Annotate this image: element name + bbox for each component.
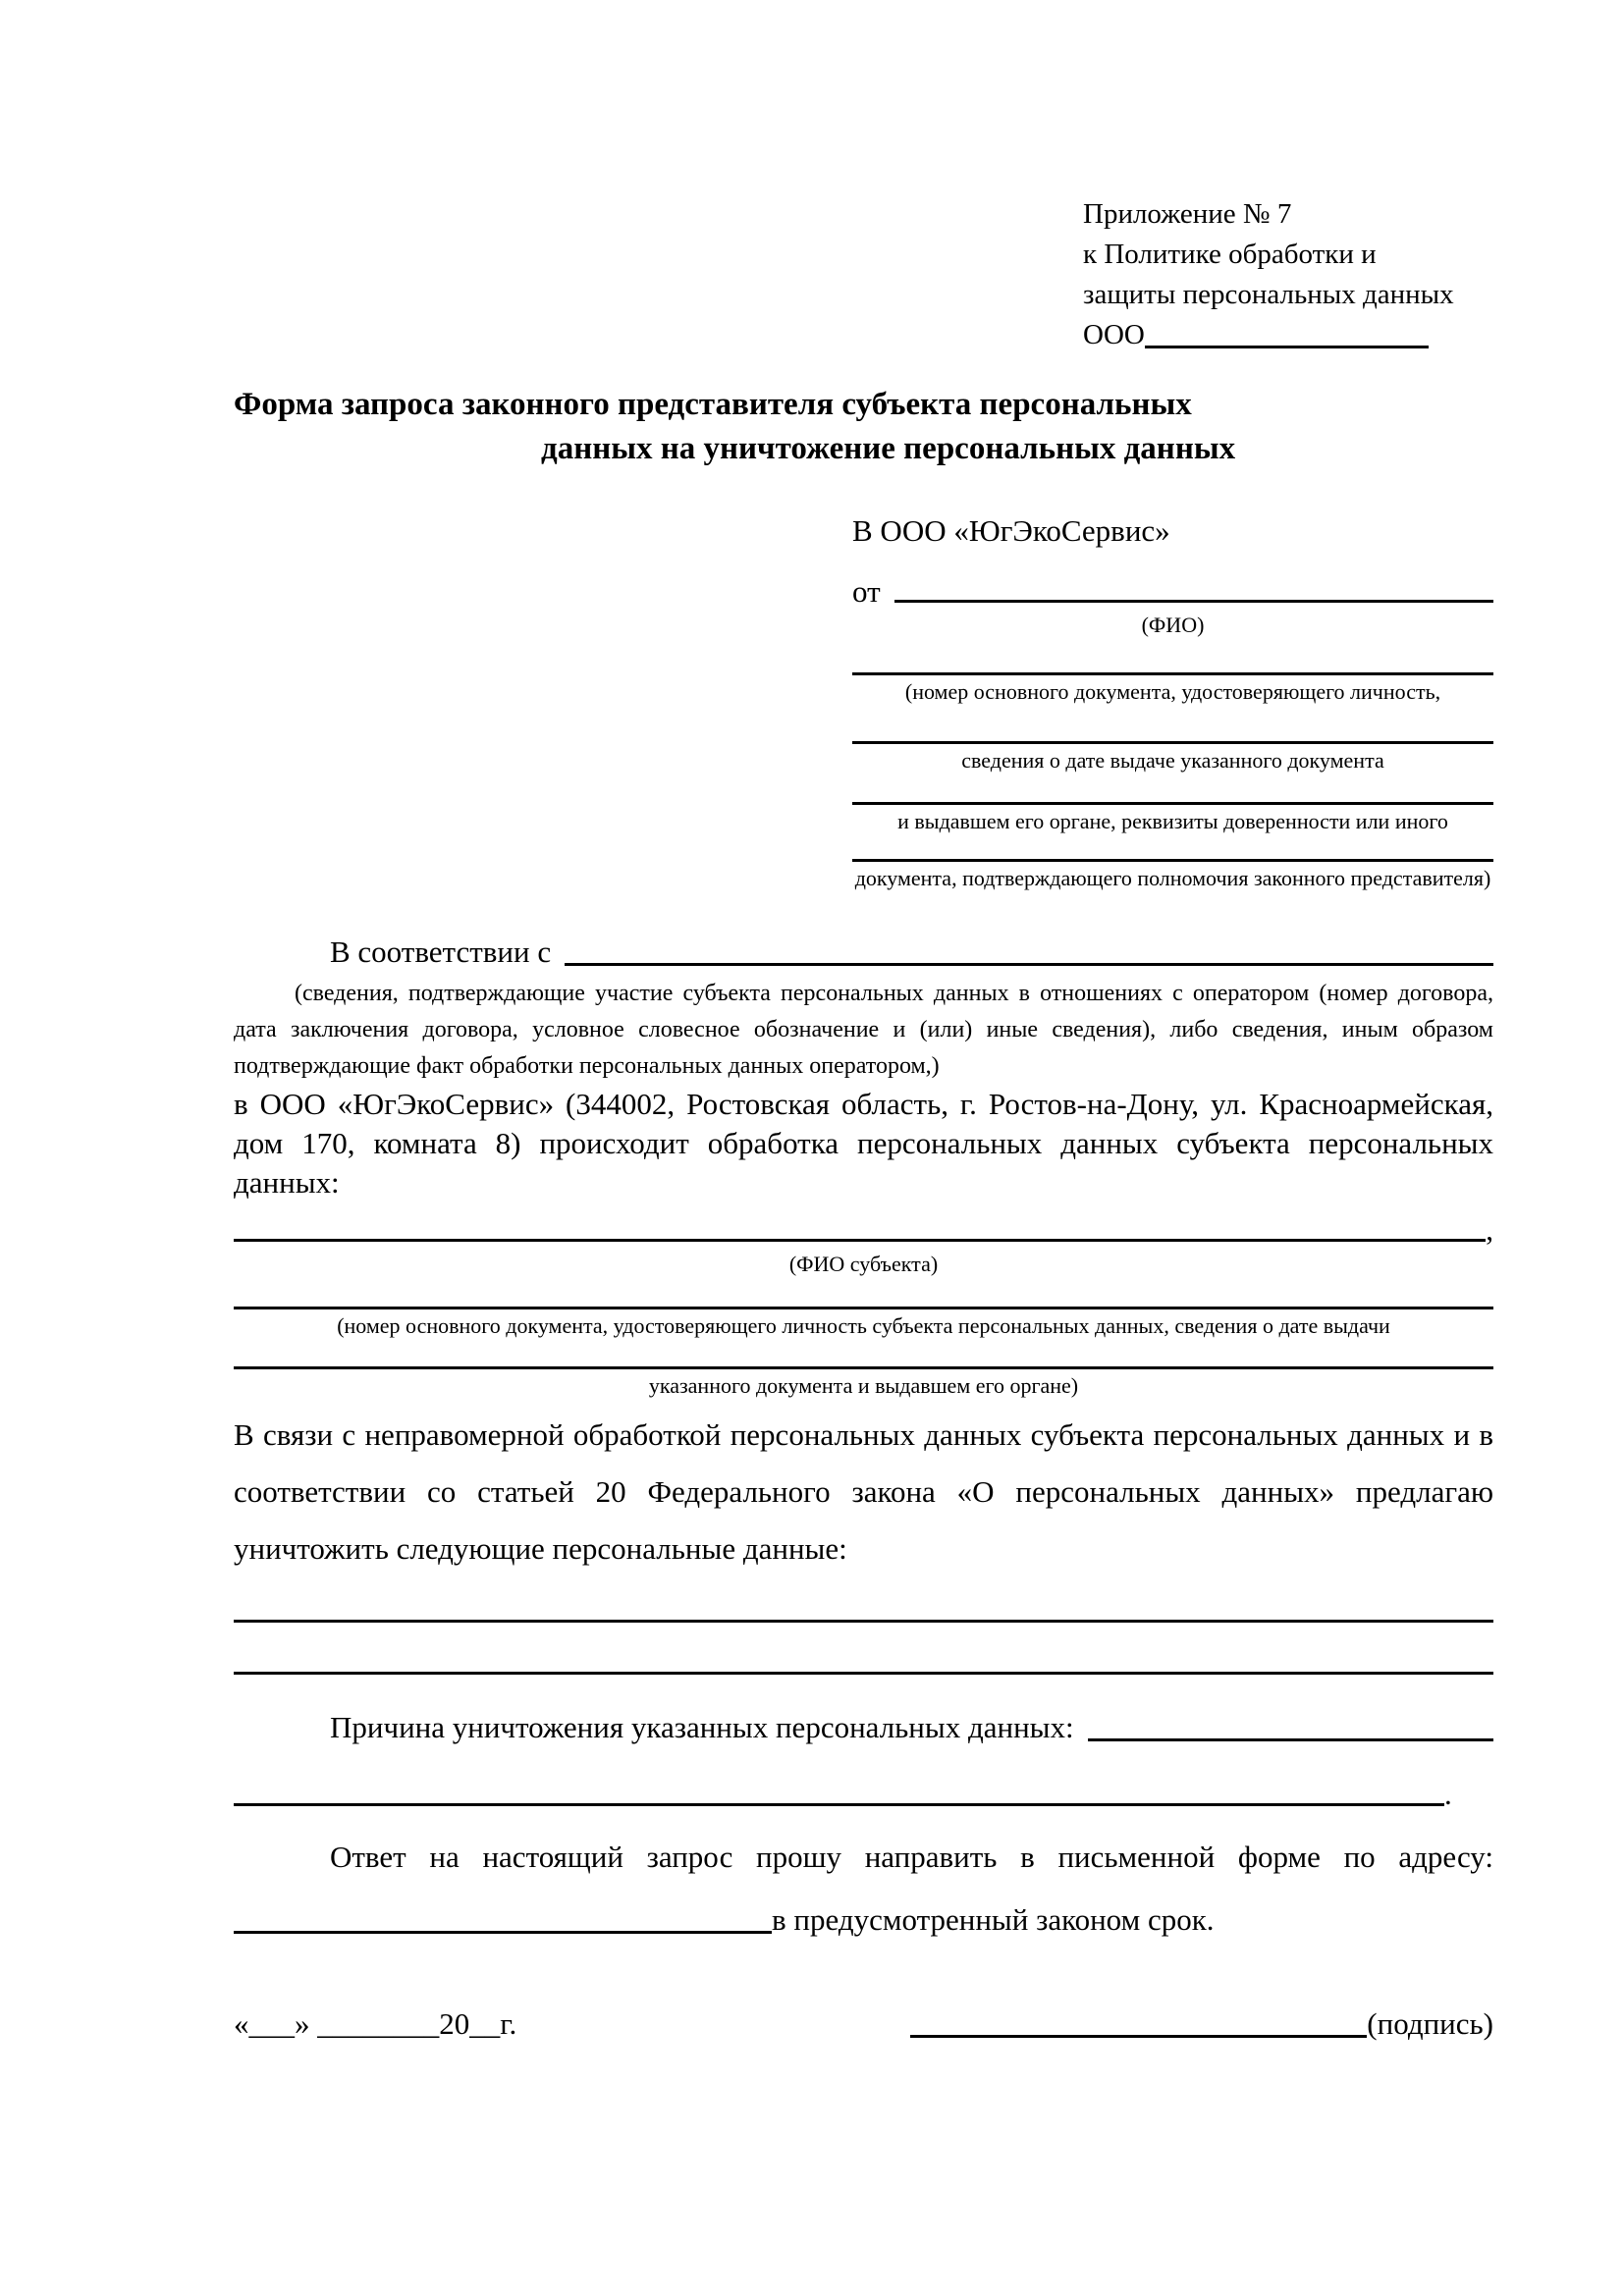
signature-caption: (подпись) xyxy=(1367,2006,1493,2041)
reason-field xyxy=(234,1708,1493,1747)
from-field xyxy=(852,575,1493,609)
representative-doc-blank-line-2 xyxy=(852,741,1493,744)
addressee-block xyxy=(852,512,1493,891)
operator-paragraph: в ООО «ЮгЭкоСервис» (344002, Ростовская область, г. Ростов-на-Дону, ул. Красноармейская, дом 170, комната 8) происходит обработка персональных данных субъекта персональных данных: xyxy=(234,1087,1493,1200)
demand-paragraph: В связи с неправомерной обработкой персональных данных субъекта персональных данных и в соответствии со статьей 20 Федерального закона «О персональных данных» предлагаю уничтожить следующие персональные данные: xyxy=(234,1417,1493,1566)
policy-line-2: защиты персональных данных xyxy=(1083,279,1454,310)
signature-blank-line xyxy=(910,2035,1367,2038)
according-blank-line xyxy=(565,963,1493,966)
form-title xyxy=(234,383,1493,471)
signature-field xyxy=(910,2004,1493,2044)
subject-fio-field xyxy=(234,1212,1493,1248)
from-label: от xyxy=(852,574,881,609)
representative-doc-blank-line-3 xyxy=(852,802,1493,805)
subject-doc-blank-line-1 xyxy=(234,1307,1493,1309)
reason-continuation-blank-line xyxy=(234,1803,1444,1806)
answer-paragraph: Ответ на настоящий запрос прошу направить в письменной форме по адресу: xyxy=(330,1840,1493,1874)
representative-doc-blank-line-4 xyxy=(852,859,1493,862)
addressee-organization: В ООО «ЮгЭкоСервис» xyxy=(852,513,1170,548)
reason-label: Причина уничтожения указанных персональных данных: xyxy=(330,1710,1074,1744)
fio-caption: (ФИО) xyxy=(1141,613,1205,637)
subject-fio-comma: , xyxy=(1486,1212,1493,1247)
footer xyxy=(234,2004,1493,2044)
from-blank-line xyxy=(894,600,1493,603)
answer-address-field xyxy=(234,1900,1493,1940)
representative-doc-caption-3: и выдавшем его органе, реквизиты доверенности или иного xyxy=(897,809,1448,833)
form-title-line-1: Форма запроса законного представителя субъекта персональных xyxy=(234,387,1192,422)
representative-doc-caption-4: документа, подтверждающего полномочия законного представителя) xyxy=(854,866,1491,890)
company-blank-field xyxy=(1083,315,1493,355)
policy-line-1: к Политике обработки и xyxy=(1083,239,1377,270)
according-label: В соответствии с xyxy=(330,934,552,969)
according-note: (сведения, подтверждающие участие субъекта персональных данных в отношениях с оператором (номер договора, дата заключения договора, условное словесное обозначение и (или) иные сведения), либо сведения, иным образом подтверждающие факт обработки персональных данных оператором,) xyxy=(234,981,1493,1079)
reason-period: . xyxy=(1444,1777,1452,1811)
representative-doc-caption-1: (номер основного документа, удостоверяющего личность, xyxy=(904,679,1441,704)
representative-doc-blank-line-1 xyxy=(852,652,1493,675)
company-prefix: ООО xyxy=(1083,319,1145,350)
data-to-destroy-blank-line-2 xyxy=(234,1623,1493,1675)
company-blank-line xyxy=(1145,315,1429,348)
reason-continuation-field xyxy=(234,1777,1493,1812)
appendix-header xyxy=(1083,194,1493,355)
subject-doc-blank-line-2 xyxy=(234,1366,1493,1369)
subject-doc-caption-1: (номер основного документа, удостоверяющего личность субъекта персональных данных, сведения о дате выдачи xyxy=(337,1313,1390,1338)
date-field: «___» ________20__г. xyxy=(234,2006,517,2041)
form-title-line-2: данных на уничтожение персональных данных xyxy=(541,431,1236,466)
subject-fio-caption: (ФИО субъекта) xyxy=(788,1252,939,1276)
data-to-destroy-blank-line-1 xyxy=(234,1593,1493,1623)
according-field xyxy=(234,933,1493,972)
answer-address-blank-line xyxy=(234,1931,772,1934)
representative-doc-caption-2: сведения о дате выдаче указанного документа xyxy=(961,748,1384,773)
subject-fio-blank-line xyxy=(234,1239,1486,1242)
subject-doc-caption-2: указанного документа и выдавшем его органе) xyxy=(648,1373,1079,1398)
reason-blank-line xyxy=(1088,1738,1493,1741)
appendix-label: Приложение № 7 xyxy=(1083,198,1292,230)
answer-tail: в предусмотренный законом срок. xyxy=(772,1902,1215,1937)
